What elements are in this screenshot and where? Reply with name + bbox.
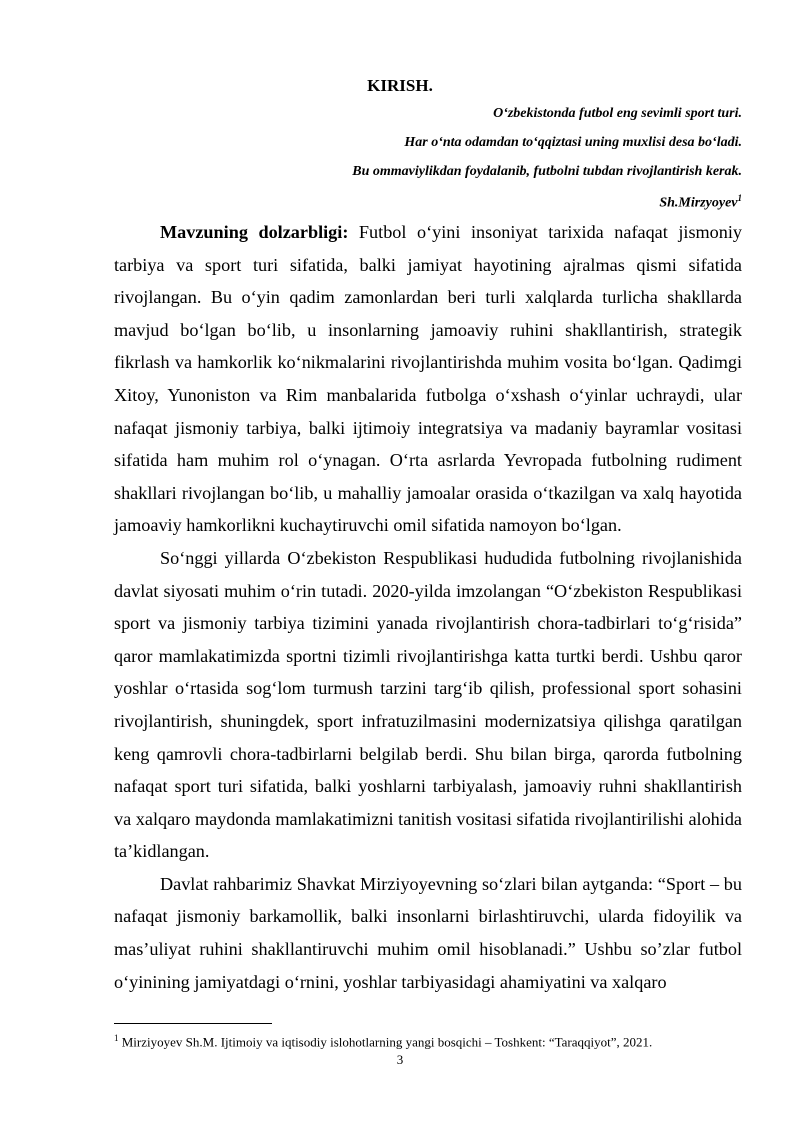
footnote-number: 1 xyxy=(114,1033,119,1043)
body-text xyxy=(114,216,742,998)
epigraph-line-1: O‘zbekistonda futbol eng sevimli sport turi. xyxy=(493,106,742,121)
page-number: 3 xyxy=(396,1052,404,1067)
footnote-ref: 1 xyxy=(737,193,742,203)
footnote xyxy=(114,1033,754,1050)
paragraph-3: Davlat rahbarimiz Shavkat Mirziyoyevning so‘zlari bilan aytganda: “Sport – bu nafaqat jismoniy barkamollik, balki insonlarni birlashtiruvchi, ularda fidoyilik va mas’uliyat ruhini shakllantiruvchi muhim omil hisoblanadi.” Ushbu so’zlar futbol o‘yinining jamiyatdagi o‘rnini, yoshlar tarbiyasidagi ahamiyatini va xalqaro xyxy=(114,873,742,992)
epigraph-author-name: Sh.Mirzyoyev xyxy=(659,195,738,211)
epigraph-line-3: Bu ommaviylikdan foydalanib, futbolni tubdan rivojlantirish kerak. xyxy=(352,164,742,179)
epigraph-author xyxy=(659,193,742,212)
paragraph-lead: Mavzuning dolzarbligi: xyxy=(160,222,349,242)
page-title: KIRISH. xyxy=(367,76,433,95)
epigraph-line-2: Har o‘nta odamdan to‘qqiztasi uning muxlisi desa bo‘ladi. xyxy=(404,135,742,150)
footnote-text: Mirziyoyev Sh.M. Ijtimoiy va iqtisodiy islohotlarning yangi bosqichi – Toshkent: “Taraqqiyot”, 2021. xyxy=(118,1034,653,1050)
footnote-divider xyxy=(114,1023,272,1024)
paragraph-2: So‘nggi yillarda O‘zbekiston Respublikasi hududida futbolning rivojlanishida davlat siyosati muhim o‘rin tutadi. 2020-yilda imzolangan “O‘zbekiston Respublikasi sport va jismoniy tarbiya tizimini yanada rivojlantirish chora-tadbirlari to‘g‘risida” qaror mamlakatimizda sportni tizimli rivojlantirishga katta turtki berdi. Ushbu qaror yoshlar o‘rtasida sog‘lom turmush tarzini targ‘ib qilish, professional sport sohasini rivojlantirish, shuningdek, sport infratuzilmasini modernizatsiya qilishga qaratilgan keng qamrovli chora-tadbirlarni belgilab berdi. Shu bilan birga, qarorda futbolning nafaqat sport turi sifatida, balki yoshlarni tarbiyalash, jamoaviy ruhni shakllantirish va xalqaro maydonda mamlakatimizni tanitish vositasi sifatida rivojlantirilishi alohida ta’kidlangan. xyxy=(114,547,742,862)
paragraph-1 xyxy=(114,216,742,542)
paragraph-1-text: Futbol o‘yini insoniyat tarixida nafaqat jismoniy tarbiya va sport turi sifatida, balki jamiyat hayotining ajralmas qismi sifatida rivojlangan. Bu o‘yin qadim zamonlardan beri turli xalqlarda turlicha shakllarda mavjud bo‘lgan bo‘lib, u insonlarning jamoaviy ruhini shakllantirish, strategik fikrlash va hamkorlik ko‘nikmalarini rivojlantirishda muhim vosita bo‘lgan. Qadimgi Xitoy, Yunoniston va Rim manbalarida futbolga o‘xshash o‘yinlar uchraydi, ular nafaqat jismoniy tarbiya, balki ijtimoiy integratsiya va madaniy bayramlar vositasi sifatida ham muhim rol o‘ynagan. O‘rta asrlarda Yevropada futbolning rudiment shakllari rivojlangan bo‘lib, u mahalliy jamoalar orasida o‘tkazilgan va xalq hayotida jamoaviy hamkorlikni kuchaytiruvchi omil sifatida namoyon bo‘lgan. xyxy=(114,222,743,536)
